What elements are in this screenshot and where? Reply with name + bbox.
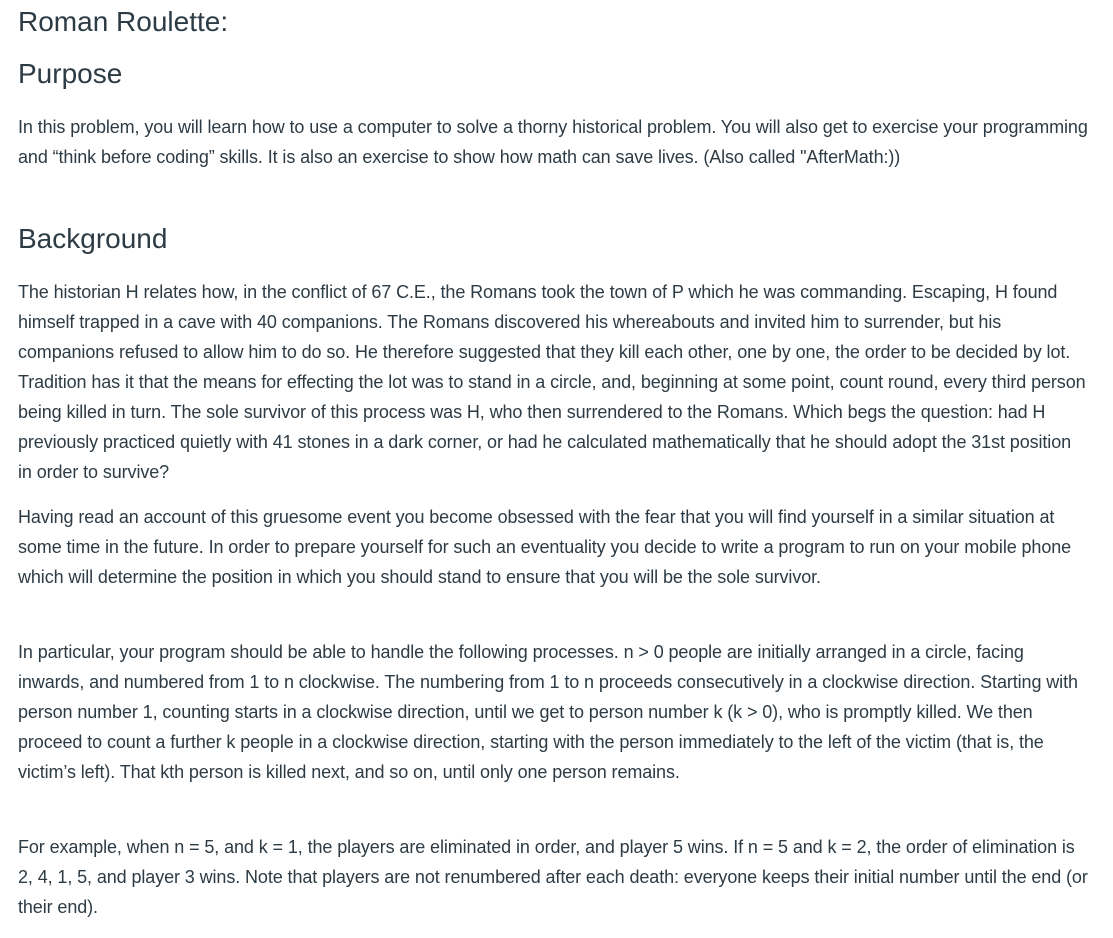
background-paragraph-history: The historian H relates how, in the conflict of 67 C.E., the Romans took the town of P which he was commanding. Escaping, H found himself trapped in a cave with 40 companions. The Romans discovered his whereabouts and invited him to surrender, but his companions refused to allow him to do so. He therefore suggested that they kill each other, one by one, the order to be decided by lot. Tradition has it that the means for effecting the lot was to stand in a circle, and, beginning at some point, count round, every third person being killed in turn. The sole survivor of this process was H, who then surrendered to the Romans. Which begs the question: had H previously practiced quietly with 41 stones in a dark corner, or had he calculated mathematically that he should adopt the 31st position in order to survive? [18,282,1086,482]
purpose-paragraph: In this problem, you will learn how to use a computer to solve a thorny historical problem. You will also get to exercise your programming and “think before coding” skills. It is also an exercise to show how math can save lives. (Also called "AfterMath:)) [18,117,1088,167]
background-heading: Background [18,223,168,254]
background-paragraph-example: For example, when n = 5, and k = 1, the players are eliminated in order, and player 5 wins. If n = 5 and k = 2, the order of elimination is 2, 4, 1, 5, and player 3 wins. Note that players are not renumbered after each death: everyone keeps their initial number until the end (or their end). [18,837,1088,917]
background-paragraph-process: In particular, your program should be able to handle the following processes. n > 0 people are initially arranged in a circle, facing inwards, and numbered from 1 to n clockwise. The numbering from 1 to n proceeds consecutively in a clockwise direction. Starting with person number 1, counting starts in a clockwise direction, until we get to person number k (k > 0), who is promptly killed. We then proceed to count a further k people in a clockwise direction, starting with the person immediately to the left of the victim (that is, the victim’s left). That kth person is killed next, and so on, until only one person remains. [18,642,1078,782]
background-paragraph-motivation: Having read an account of this gruesome event you become obsessed with the fear that you will find yourself in a similar situation at some time in the future. In order to prepare yourself for such an eventuality you decide to write a program to run on your mobile phone which will determine the position in which you should stand to ensure that you will be the sole survivor. [18,507,1072,587]
document-title: Roman Roulette: [18,6,229,37]
purpose-heading: Purpose [18,58,123,89]
